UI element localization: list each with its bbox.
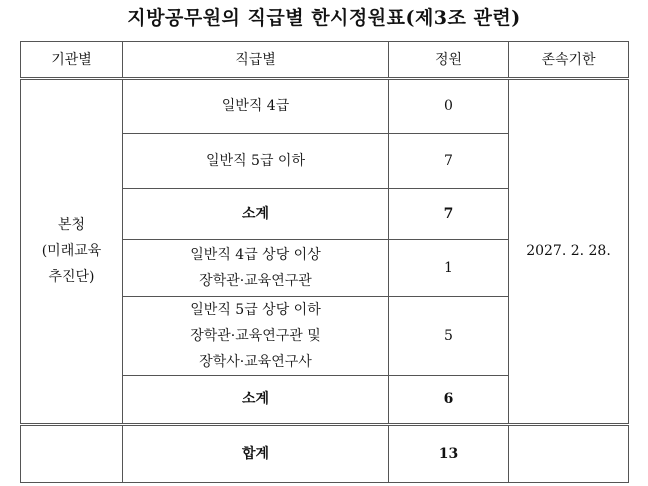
subtotal-label: 소계 xyxy=(123,376,389,424)
count-cell: 5 xyxy=(389,296,509,376)
total-label: 합계 xyxy=(123,424,389,482)
subtotal-label: 소계 xyxy=(123,188,389,239)
org-name-cell xyxy=(21,79,123,424)
total-org-cell xyxy=(21,424,123,482)
header-row xyxy=(21,42,629,79)
grade-cell: 일반직 5급 이하 xyxy=(123,133,389,188)
expiry-cell: 2027. 2. 28. xyxy=(509,79,629,424)
table-row xyxy=(21,79,629,133)
total-row xyxy=(21,424,629,482)
grade-line: 장학관·교육연구관 및 xyxy=(190,327,321,344)
grade-cell xyxy=(123,240,389,296)
grade-cell xyxy=(123,296,389,376)
header-org: 기관별 xyxy=(21,42,123,79)
org-name-line: 추진단) xyxy=(48,269,95,286)
count-cell: 1 xyxy=(389,240,509,296)
grade-line: 장학사·교육연구사 xyxy=(199,353,312,370)
staffing-table xyxy=(20,41,629,483)
org-name-line: 본청 xyxy=(57,217,86,234)
grade-line: 일반직 4급 상당 이상 xyxy=(190,247,321,264)
total-period-cell xyxy=(509,424,629,482)
document-title: 지방공무원의 직급별 한시정원표(제3조 관련) xyxy=(127,7,521,29)
subtotal-count: 7 xyxy=(389,188,509,239)
grade-cell: 일반직 4급 xyxy=(123,79,389,133)
count-cell: 7 xyxy=(389,133,509,188)
header-grade: 직급별 xyxy=(123,42,389,79)
org-name-line: (미래교육 xyxy=(41,243,102,260)
total-count: 13 xyxy=(389,424,509,482)
header-count: 정원 xyxy=(389,42,509,79)
grade-line: 장학관·교육연구관 xyxy=(199,273,312,290)
header-period: 존속기한 xyxy=(509,42,629,79)
grade-line: 일반직 5급 상당 이하 xyxy=(190,301,321,318)
subtotal-count: 6 xyxy=(389,376,509,424)
count-cell: 0 xyxy=(389,79,509,133)
